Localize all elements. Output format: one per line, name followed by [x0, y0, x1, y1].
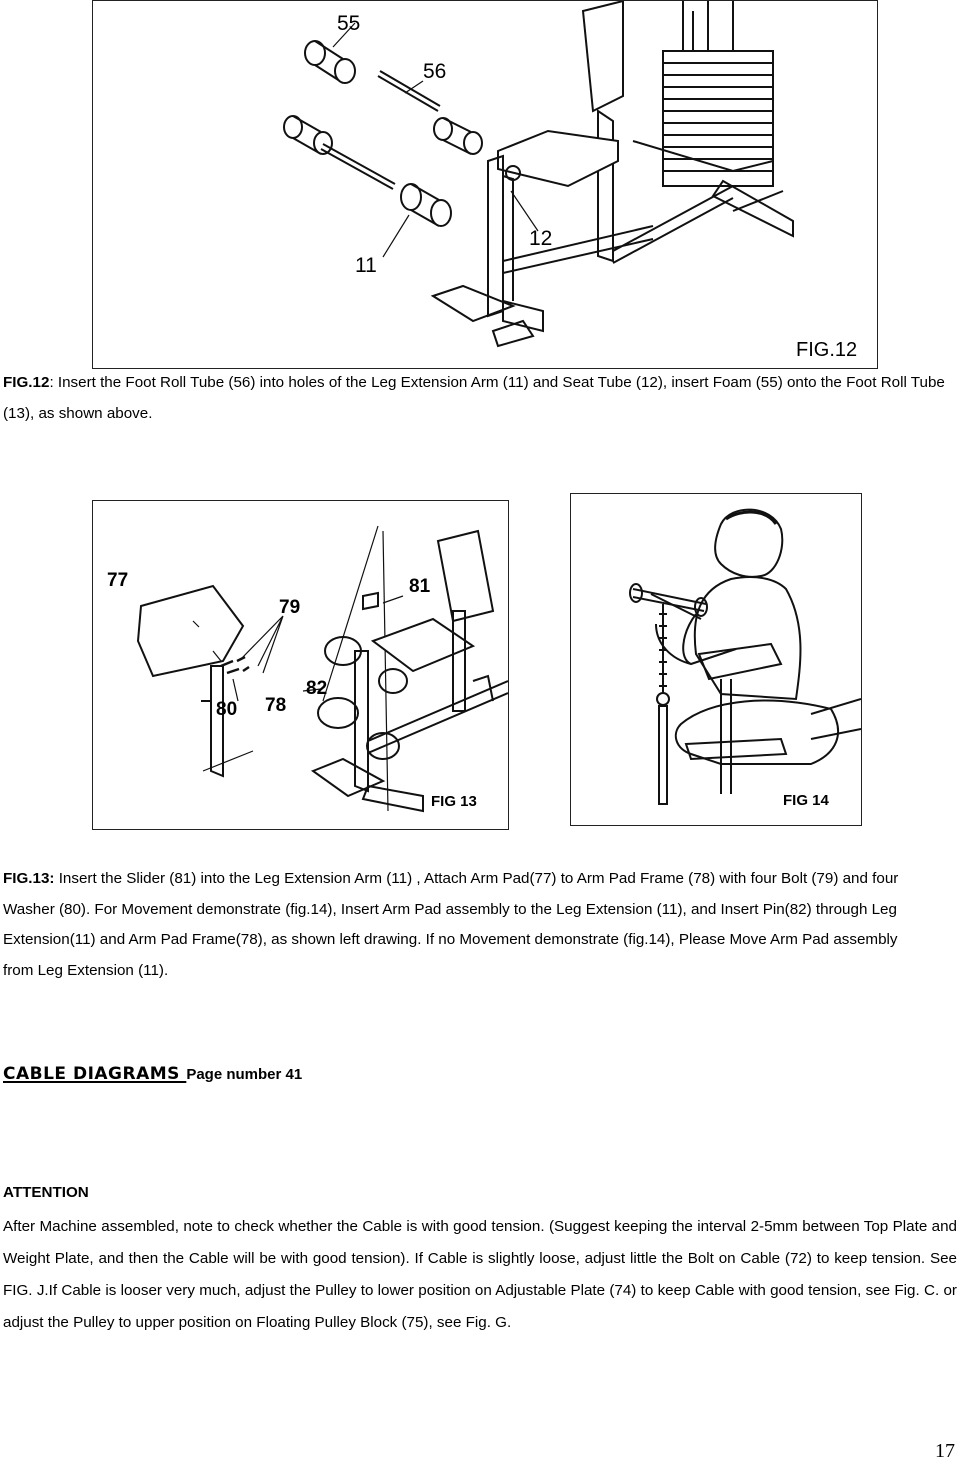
fig12-label: FIG.12	[3, 374, 50, 391]
attention-heading: ATTENTION	[3, 1184, 89, 1201]
fig13-paragraph	[3, 864, 903, 986]
roll-tube-13	[321, 144, 395, 189]
callout-11: 11	[355, 254, 377, 277]
fig12-drawing	[93, 1, 877, 368]
callout-12: 12	[529, 227, 553, 250]
fig14-caption: FIG 14	[783, 792, 829, 809]
callout-81: 81	[409, 576, 431, 597]
fig13-drawing	[93, 501, 508, 829]
cable-diagrams-title: CABLE DIAGRAMS	[3, 1064, 187, 1084]
cable-chain	[659, 604, 667, 694]
callout-82: 82	[306, 678, 328, 699]
cable-diagrams-heading	[3, 1064, 302, 1084]
seat-pad	[498, 131, 618, 186]
bench-back-pad	[438, 531, 493, 621]
fig14-drawing	[571, 494, 861, 825]
cable-page-reference: Page number 41	[186, 1066, 303, 1083]
arm-pad-frame	[201, 666, 223, 776]
foam-roll-right	[434, 118, 482, 154]
callout-78: 78	[265, 695, 287, 716]
page-number: 17	[935, 1440, 955, 1462]
fig13-caption: FIG 13	[431, 793, 477, 810]
callout-79: 79	[279, 597, 301, 618]
callout-80: 80	[216, 699, 238, 720]
bench-seat	[373, 619, 473, 671]
foam-roll-top	[305, 41, 355, 83]
leg-extension-arm	[488, 156, 503, 316]
person-legs	[676, 701, 838, 764]
fig13-text: Insert the Slider (81) into the Leg Extension Arm (11) , Attach Arm Pad(77) to Arm Pad Frame (78) with four Bolt (79) and four Washer (80). For Movement demonstrate (fig.14), Insert Arm Pad assembly to the Leg Extension (11), and Insert Pin(82) through Leg Extension(11) and Arm Pad Frame(78), as shown left drawing. If no Movement demonstrate (fig.14), Please Move Arm Pad assembly from Leg Extension (11).	[3, 870, 899, 979]
fig12-caption: FIG.12	[796, 339, 858, 361]
foam-roll-bottom	[401, 184, 451, 226]
foam-roll-left	[284, 116, 332, 154]
cable-tension-paragraph: After Machine assembled, note to check whether the Cable is with good tension. (Suggest keeping the interval 2-5mm between Top Plate and Weight Plate, and then the Cable will be with good tension). If Cable is slightly loose, adjust little the Bolt on Cable (72) to keep tension. See FIG. J.If Cable is looser very much, adjust the Pulley to lower position on Adjustable Plate (74) to keep Cable with good tension, see Fig. C. or adjust the Pulley to upper position on Floating Pulley Block (75), see Fig. G.	[3, 1218, 957, 1331]
fig12-illustration	[92, 0, 878, 369]
callout-55: 55	[337, 12, 361, 35]
callout-56: 56	[423, 60, 447, 83]
slider	[363, 593, 378, 609]
fig12-text: : Insert the Foot Roll Tube (56) into holes of the Leg Extension Arm (11) and Seat Tube (12), insert Foam (55) onto the Foot Roll Tube (13), as shown above.	[3, 374, 945, 422]
person-torso	[695, 577, 801, 699]
fig13-label: FIG.13:	[3, 870, 55, 887]
fig14-illustration	[570, 493, 862, 826]
weight-stack	[663, 1, 773, 186]
back-pad	[583, 1, 623, 111]
fig13-illustration	[92, 500, 509, 830]
fig12-paragraph	[3, 368, 957, 429]
callout-77: 77	[107, 570, 129, 591]
